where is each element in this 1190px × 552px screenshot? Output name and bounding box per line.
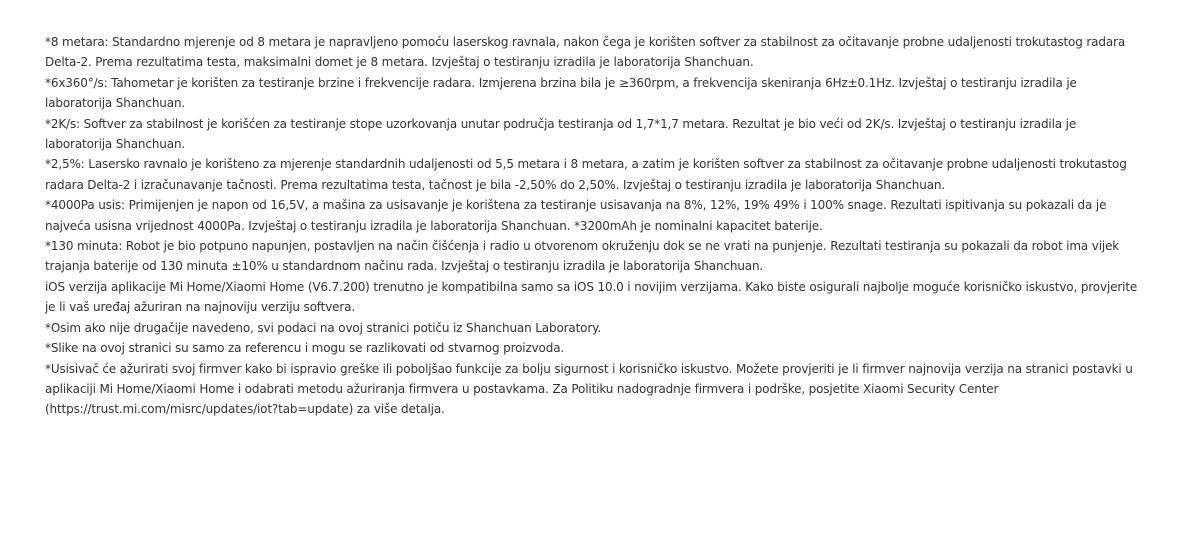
footnote-accuracy: *2,5%: Lasersko ravnalo je korišteno za mjerenje standardnih udaljenosti od 5,5 metara i 8 metara, a zatim je korišten softver za stabilnost za očitavanje probne udaljenosti trokutastog radara Delta-2 i izračunavanje tačnosti. Prema rezultatima testa, tačnost je bila -2,50% do 2,50%. Izvještaj o testiranju izradila je laboratorija Shanchuan.	[45, 157, 1127, 192]
footnote-battery-life: *130 minuta: Robot je bio potpuno napunjen, postavljen na način čišćenja i radio u otvorenom okruženju dok se ne vrati na punjenje. Rezultati testiranja su pokazali da robot ima vijek trajanja baterije od 130 minuta ±10% u standardnom načinu rada. Izvještaj o testiranju izradila je laboratorija Shanchuan.	[45, 239, 1120, 274]
footnote-images-disclaimer: *Slike na ovoj stranici su samo za referencu i mogu se razlikovati od stvarnog proizvoda.	[45, 341, 565, 356]
footnote-range: *8 metara: Standardno mjerenje od 8 metara je napravljeno pomoću laserskog ravnala, nakon čega je korišten softver za stabilnost za očitavanje probne udaljenosti trokutastog radara Delta-2. Prema rezultatima testa, maksimalni domet je 8 metara. Izvještaj o testiranju izradila je laboratorija Shanchuan.	[45, 35, 1126, 70]
footnote-scan-speed: *6x360°/s: Tahometar je korišten za testiranje brzine i frekvencije radara. Izmjerena brzina bila je ≥360rpm, a frekvencija skeniranja 6Hz±0.1Hz. Izvještaj o testiranju izradila je laboratorija Shanchuan.	[45, 75, 1077, 111]
footnote-ios-compatibility: iOS verzija aplikacije Mi Home/Xiaomi Home (V6.7.200) trenutno je kompatibilna samo sa iOS 10.0 i novijim verzijama. Kako biste osigurali najbolje moguće korisničko iskustvo, provjerite je li vaš uređaj ažuriran na najnoviju verziju softvera.	[45, 279, 1138, 315]
footnote-firmware: *Usisivač će ažurirati svoj firmver kako bi ispravio greške ili poboljšao funkcije za bolju sigurnost i korisničko iskustvo. Možete provjeriti je li firmver najnovija verzija na stranici postavki u aplikaciji Mi Home/Xiaomi Home i odabrati metodu ažuriranja firmvera u postavkama. Za Politiku nadogradnje firmvera i podrške, posjetite Xiaomi Security Center (https://trust.mi.com/misrc/updates/iot?tab=update) za više detalja.	[45, 361, 1133, 417]
footnote-sampling-rate: *2K/s: Softver za stabilnost je korišćen za testiranje stope uzorkovanja unutar područja testiranja od 1,7*1,7 metara. Rezultat je bio veći od 2K/s. Izvještaj o testiranju izradila je laboratorija Shanchuan.	[45, 116, 1077, 152]
footnote-suction: *4000Pa usis: Primijenjen je napon od 16,5V, a mašina za usisavanje je korištena za testiranje usisavanja na 8%, 12%, 19% 49% i 100% snage. Rezultati ispitivanja su pokazali da je najveća usisna vrijednost 4000Pa. Izvještaj o testiranju izradila je laboratorija Shanchuan. *3200mAh je nominalni kapacitet baterije.	[45, 198, 1107, 233]
footnotes-section	[45, 32, 1145, 420]
footnote-data-source: *Osim ako nije drugačije navedeno, svi podaci na ovoj stranici potiču iz Shanchuan Laboratory.	[45, 320, 602, 335]
